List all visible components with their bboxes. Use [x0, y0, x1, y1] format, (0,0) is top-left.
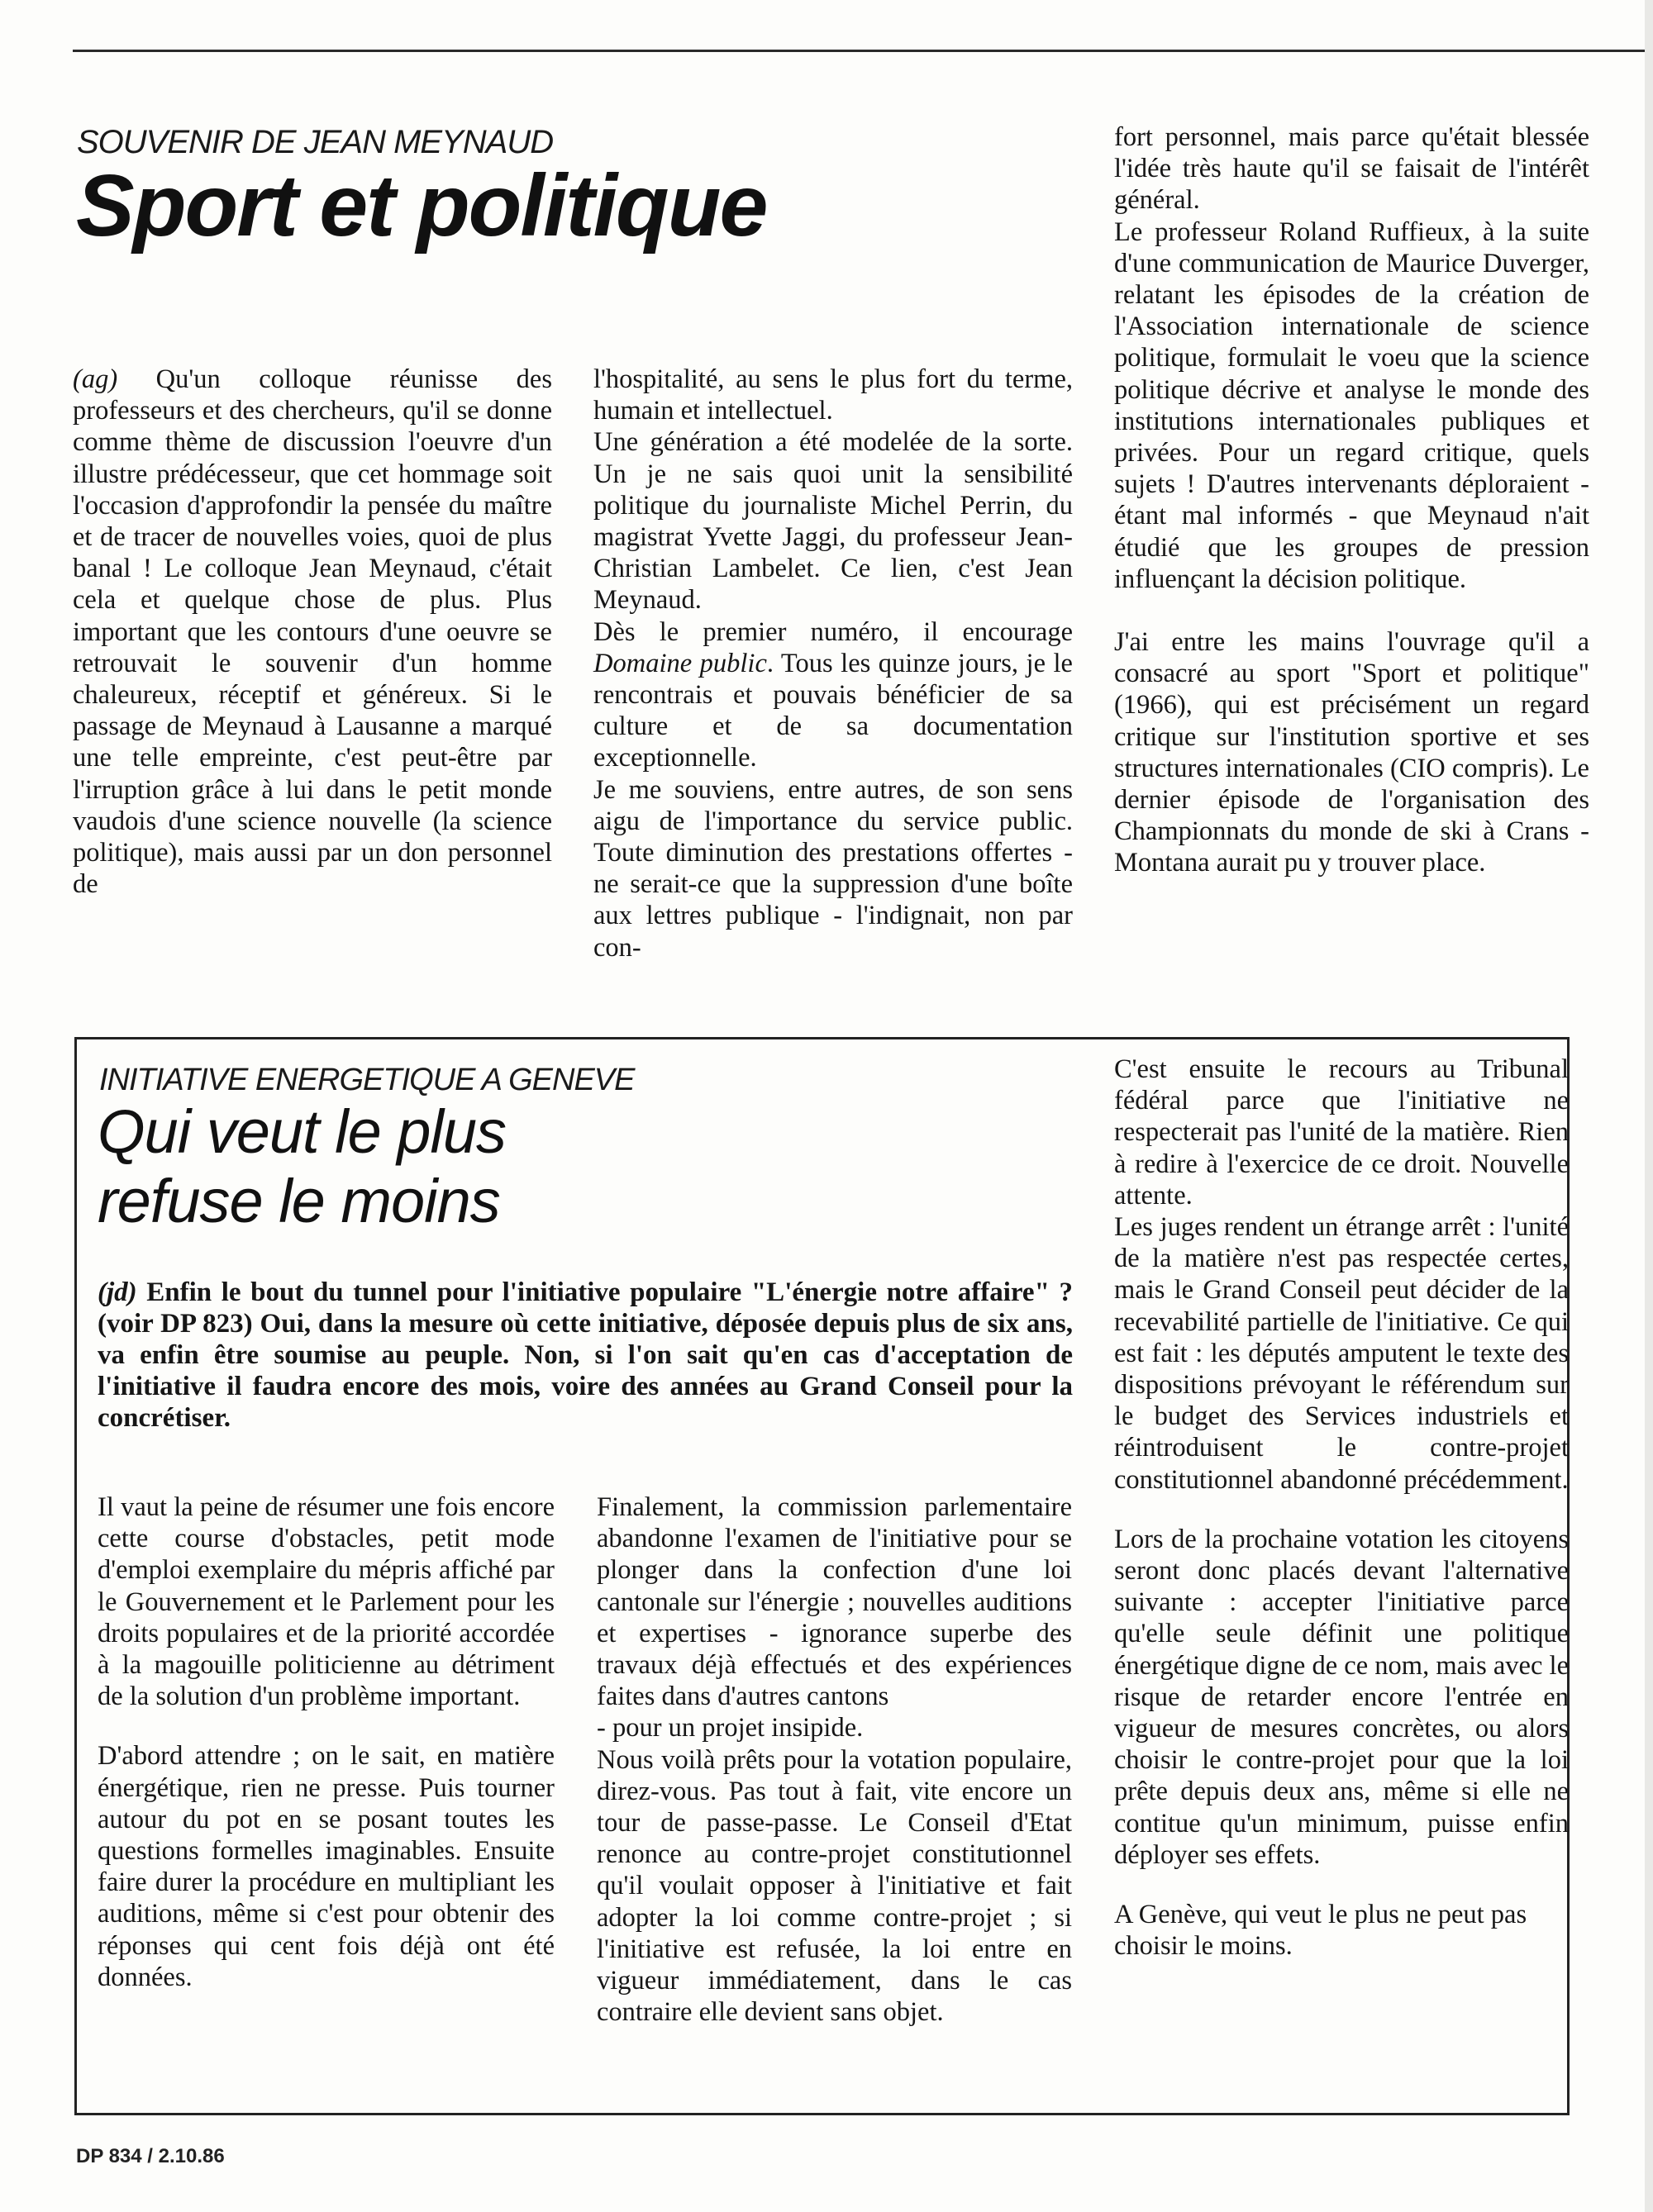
article2-column-3	[1114, 1054, 1569, 1962]
article1-title: Sport et politique	[76, 157, 767, 254]
paragraph: Une génération a été modelée de la sorte. Un je ne sais quoi unit la sensibilité politique du journaliste Michel Perrin, du magistrat Yvette Jaggi, du professeur Jean-Christian Lambelet. Ce lien, c'est Jean Meynaud.	[593, 427, 1073, 616]
top-rule	[73, 50, 1653, 52]
paragraph: Le professeur Roland Ruffieux, à la suite d'une communication de Maurice Duverger, relatant les épisodes de la création de l'Association internationale de science politique, formulait le voeu que la science politique décrive et analyse le monde des institutions internationales publiques et privées. Pour un regard critique, quels sujets ! D'autres intervenants déploraient - étant mal informés - que Meynaud n'ait étudié que les groupes de pression influençant la décision politique.	[1114, 216, 1589, 594]
article1-column-3	[1114, 121, 1589, 879]
article2-lead: (jd) Enfin le bout du tunnel pour l'initiative populaire "L'énergie notre affaire" ? (voir DP 823) Oui, dans la mesure où cette initiative, déposée depuis plus de six ans, va enfin être soumise au peuple. Non, si l'on sait qu'en cas d'acceptation de l'initiative il faudra encore des mois, voire des années au Grand Conseil pour la concrétiser.	[98, 1277, 1073, 1433]
author-initials: (jd)	[98, 1277, 137, 1307]
paragraph: Dès le premier numéro, il encourage Domaine public. Tous les quinze jours, je le rencontrais et pouvais bénéficier de sa culture et de sa documentation exceptionnelle.	[593, 616, 1073, 773]
article1-column-1	[73, 364, 552, 900]
paragraph: Lors de la prochaine votation les citoyens seront donc placés devant l'alternative suivante : accepter l'initiative parce qu'elle seule définit une politique énergétique digne de ce nom, mais avec le risque de retarder encore l'entrée en vigueur de mesures concrètes, ou alors choisir le contre-projet pour que la loi prête depuis deux ans, même si elle ne contitue qu'un minimum, puisse enfin déployer ses effets.	[1114, 1524, 1569, 1870]
paragraph: Nous voilà prêts pour la votation populaire, direz-vous. Pas tout à fait, vite encore un tour de passe-passe. Le Conseil d'Etat renonce au contre-projet constitutionnel qu'il voulait opposer à l'initiative et fait adopter la loi comme contre-projet ; si l'initiative est refusée, la loi entre en vigueur immédiatement, dans le cas contraire elle devient sans objet.	[597, 1744, 1072, 2028]
paragraph: C'est ensuite le recours au Tribunal fédéral parce que l'initiative ne respecterait pas l'unité de la matière. Rien à redire à l'exercice de ce droit. Nouvelle attente.	[1114, 1054, 1569, 1211]
paragraph: Finalement, la commission parlementaire abandonne l'examen de l'initiative pour se plonger dans la confection d'une loi cantonale sur l'énergie ; nouvelles auditions et expertises - ignorance superbe des travaux déjà effectués et des expériences faites dans d'autres cantons	[597, 1492, 1072, 1712]
paragraph: l'hospitalité, au sens le plus fort du terme, humain et intellectuel.	[593, 364, 1073, 426]
article2-title	[98, 1097, 506, 1236]
paragraph: J'ai entre les mains l'ouvrage qu'il a consacré au sport "Sport et politique" (1966), qui est précisément un regard critique sur l'institution sportive et ses structures internationales (CIO compris). Le dernier épisode de l'organisation des Championnats du monde de ski à Crans - Montana aurait pu y trouver place.	[1114, 627, 1589, 878]
page-edge-shadow	[1645, 0, 1653, 2212]
article1-column-2	[593, 364, 1073, 963]
issue-footer: DP 834 / 2.10.86	[76, 2145, 225, 2167]
paragraph: - pour un projet insipide.	[597, 1713, 864, 1743]
article2-title-line-2: refuse le moins	[98, 1167, 500, 1235]
author-initials: (ag)	[73, 364, 118, 394]
paragraph: Les juges rendent un étrange arrêt : l'unité de la matière n'est pas respectée certes, mais le Grand Conseil peut décider de la recevabilité partielle de l'initiative. Ce qui est fait : les députés amputent le texte des dispositions prévoyant le référendum sur le budget des Services industriels et réintroduisent le contre-projet constitutionnel abandonné précédemment.	[1114, 1212, 1569, 1495]
article2-title-line-1: Qui veut le plus	[98, 1097, 507, 1166]
paragraph: Je me souviens, entre autres, de son sens aigu de l'importance du service public. Toute diminution des prestations offertes - ne serait-ce que la suppression d'une boîte aux lettres publique - l'indignait, non par con-	[593, 774, 1073, 963]
paragraph: A Genève, qui veut le plus ne peut pas choisir le moins.	[1114, 1900, 1527, 1962]
article1-kicker: SOUVENIR DE JEAN MEYNAUD	[77, 124, 554, 160]
paragraph: D'abord attendre ; on le sait, en matière énergétique, rien ne presse. Puis tourner autour du pot en se posant toutes les questions formelles imaginables. Ensuite faire durer la procédure en multipliant les auditions, même si c'est pour obtenir des réponses qui cent fois déjà ont été données.	[98, 1741, 555, 1992]
article2-column-2	[597, 1491, 1072, 2028]
article1-col1-paragraph: (ag) Qu'un colloque réunisse des professeurs et des chercheurs, qu'il se donne comme thème de discussion l'oeuvre d'un illustre prédécesseur, que cet hommage soit l'occasion d'approfondir la pensée du maître et de tracer de nouvelles voies, quoi de plus banal ! Le colloque Jean Meynaud, c'était cela et quelque chose de plus. Plus important que les contours d'une oeuvre se retrouvait le souvenir d'un homme chaleureux, réceptif et généreux. Si le passage de Meynaud à Lausanne a marqué une telle empreinte, c'est peut-être par l'irruption grâce à lui dans le petit monde vaudois d'une science nouvelle (la science politique), mais aussi par un don personnel de	[73, 364, 552, 900]
article2-column-1	[98, 1491, 555, 1993]
publication-name: Domaine public	[593, 648, 767, 678]
article2-kicker: INITIATIVE ENERGETIQUE A GENEVE	[99, 1063, 635, 1097]
paragraph: fort personnel, mais parce qu'était blessée l'idée très haute qu'il se faisait de l'intérêt général.	[1114, 122, 1589, 216]
paragraph: Il vaut la peine de résumer une fois encore cette course d'obstacles, petit mode d'emploi exemplaire du mépris affiché par le Gouvernement et le Parlement pour les droits populaires et de la priorité accordée à la magouille politicienne au détriment de la solution d'un problème important.	[98, 1492, 555, 1712]
